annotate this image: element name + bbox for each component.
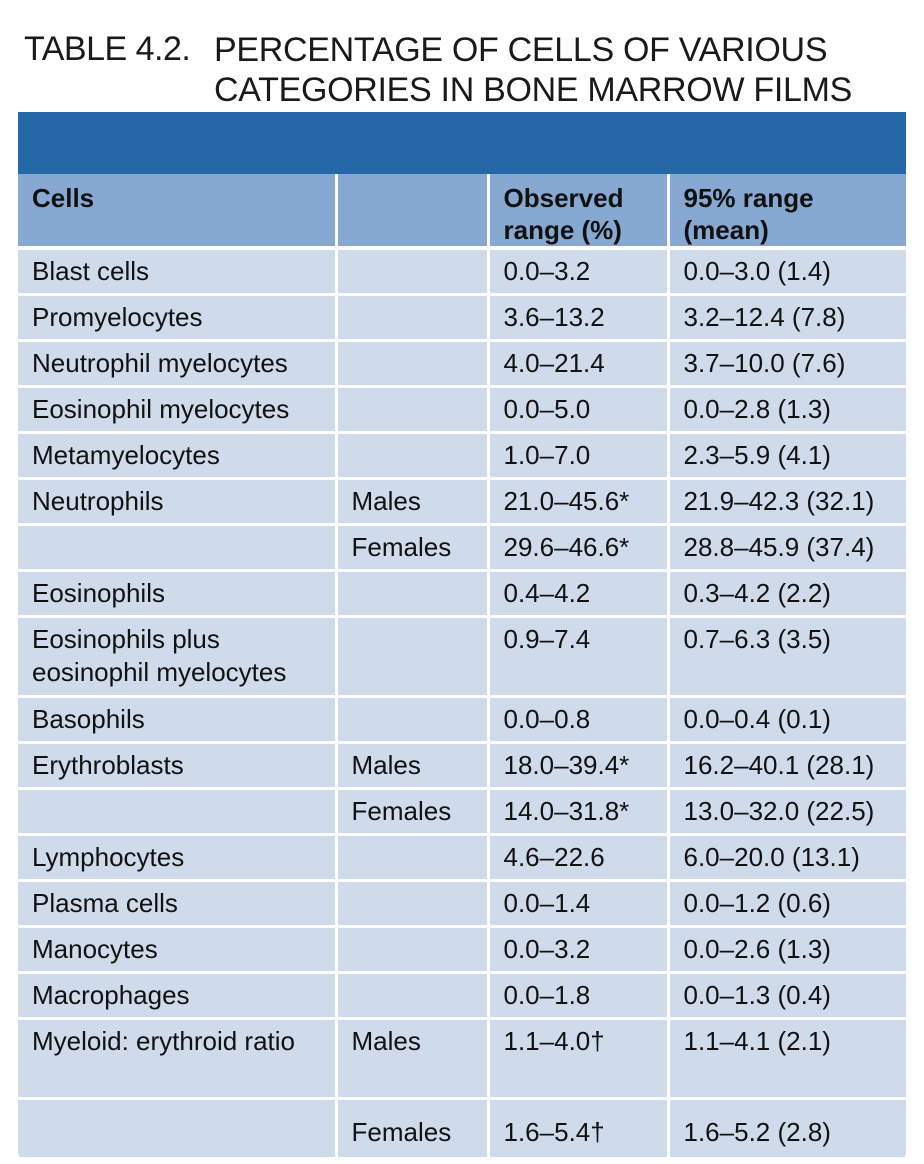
cell-sex	[336, 387, 488, 433]
table-body-area	[18, 112, 906, 1160]
col-header-observed: Observed range (%)	[488, 174, 668, 248]
cell-observed-range: 3.6–13.2	[488, 295, 668, 341]
table-title-line2: CATEGORIES IN BONE MARROW FILMS	[214, 71, 853, 109]
table-title-line1: PERCENTAGE OF CELLS OF VARIOUS	[214, 31, 828, 69]
cell-name	[18, 525, 336, 571]
cell-sex	[336, 433, 488, 479]
cell-observed-range: 29.6–46.6*	[488, 525, 668, 571]
cell-sex	[336, 927, 488, 973]
cell-95-range: 0.3–4.2 (2.2)	[668, 571, 906, 617]
header-band	[18, 112, 906, 174]
cell-95-range: 3.2–12.4 (7.8)	[668, 295, 906, 341]
table-figure	[18, 16, 906, 1160]
cell-sex	[336, 248, 488, 295]
header-row	[18, 174, 906, 248]
cell-observed-range: 18.0–39.4*	[488, 743, 668, 789]
table-row	[18, 1019, 906, 1099]
cell-sex: Males	[336, 1019, 488, 1099]
table-row	[18, 1099, 906, 1159]
table-row	[18, 525, 906, 571]
table-row	[18, 973, 906, 1019]
cell-95-range: 1.1–4.1 (2.1)	[668, 1019, 906, 1099]
table-row	[18, 743, 906, 789]
cell-name	[18, 789, 336, 835]
cell-sex: Males	[336, 743, 488, 789]
cell-sex	[336, 341, 488, 387]
cell-observed-range: 0.9–7.4	[488, 617, 668, 697]
cell-sex: Females	[336, 525, 488, 571]
cell-95-range: 0.0–2.8 (1.3)	[668, 387, 906, 433]
cell-name: Macrophages	[18, 973, 336, 1019]
marrow-cell-table	[18, 174, 906, 1160]
table-row	[18, 835, 906, 881]
table-row	[18, 433, 906, 479]
table-row	[18, 479, 906, 525]
table-row	[18, 697, 906, 743]
cell-name: Manocytes	[18, 927, 336, 973]
cell-name: Erythroblasts	[18, 743, 336, 789]
cell-95-range: 0.0–1.2 (0.6)	[668, 881, 906, 927]
cell-name: Myeloid: erythroid ratio	[18, 1019, 336, 1099]
cell-95-range: 0.0–0.4 (0.1)	[668, 697, 906, 743]
table-row	[18, 881, 906, 927]
cell-name	[18, 1099, 336, 1159]
table-row	[18, 341, 906, 387]
cell-name: Blast cells	[18, 248, 336, 295]
cell-sex	[336, 697, 488, 743]
cell-95-range: 0.7–6.3 (3.5)	[668, 617, 906, 697]
cell-observed-range: 1.1–4.0†	[488, 1019, 668, 1099]
cell-95-range: 6.0–20.0 (13.1)	[668, 835, 906, 881]
table-number: TABLE 4.2.	[24, 30, 191, 68]
cell-sex: Females	[336, 789, 488, 835]
cell-sex	[336, 881, 488, 927]
table-row	[18, 789, 906, 835]
table-row	[18, 295, 906, 341]
cell-95-range: 0.0–3.0 (1.4)	[668, 248, 906, 295]
cell-sex	[336, 571, 488, 617]
cell-observed-range: 4.0–21.4	[488, 341, 668, 387]
cell-observed-range: 14.0–31.8*	[488, 789, 668, 835]
cell-name: Eosinophil myelocytes	[18, 387, 336, 433]
table-row	[18, 571, 906, 617]
cell-95-range: 0.0–1.3 (0.4)	[668, 973, 906, 1019]
cell-95-range: 1.6–5.2 (2.8)	[668, 1099, 906, 1159]
cell-sex	[336, 295, 488, 341]
cell-observed-range: 4.6–22.6	[488, 835, 668, 881]
cell-name: Eosinophils plus eosinophil myelocytes	[18, 617, 336, 697]
cell-name: Promyelocytes	[18, 295, 336, 341]
cell-observed-range: 1.0–7.0	[488, 433, 668, 479]
cell-95-range: 3.7–10.0 (7.6)	[668, 341, 906, 387]
table-rows	[18, 248, 906, 1159]
cell-observed-range: 0.0–5.0	[488, 387, 668, 433]
cell-95-range: 0.0–2.6 (1.3)	[668, 927, 906, 973]
cell-name: Lymphocytes	[18, 835, 336, 881]
cell-name: Neutrophil myelocytes	[18, 341, 336, 387]
table-row	[18, 387, 906, 433]
cell-sex	[336, 617, 488, 697]
table-title	[214, 30, 852, 110]
cell-95-range: 16.2–40.1 (28.1)	[668, 743, 906, 789]
cell-name: Eosinophils	[18, 571, 336, 617]
table-row	[18, 248, 906, 295]
cell-observed-range: 0.0–1.4	[488, 881, 668, 927]
cell-observed-range: 21.0–45.6*	[488, 479, 668, 525]
cell-sex	[336, 835, 488, 881]
cell-observed-range: 0.0–0.8	[488, 697, 668, 743]
cell-name: Neutrophils	[18, 479, 336, 525]
table-row	[18, 617, 906, 697]
cell-observed-range: 0.0–3.2	[488, 248, 668, 295]
cell-name: Basophils	[18, 697, 336, 743]
cell-sex: Males	[336, 479, 488, 525]
cell-95-range: 13.0–32.0 (22.5)	[668, 789, 906, 835]
col-header-range95: 95% range (mean)	[668, 174, 906, 248]
cell-sex: Females	[336, 1099, 488, 1159]
cell-observed-range: 0.0–3.2	[488, 927, 668, 973]
cell-sex	[336, 973, 488, 1019]
cell-observed-range: 0.4–4.2	[488, 571, 668, 617]
cell-name: Plasma cells	[18, 881, 336, 927]
table-row	[18, 927, 906, 973]
col-header-cells: Cells	[18, 174, 336, 248]
cell-95-range: 21.9–42.3 (32.1)	[668, 479, 906, 525]
cell-observed-range: 1.6–5.4†	[488, 1099, 668, 1159]
cell-95-range: 28.8–45.9 (37.4)	[668, 525, 906, 571]
cell-name: Metamyelocytes	[18, 433, 336, 479]
cell-95-range: 2.3–5.9 (4.1)	[668, 433, 906, 479]
cell-observed-range: 0.0–1.8	[488, 973, 668, 1019]
col-header-sub	[336, 174, 488, 248]
